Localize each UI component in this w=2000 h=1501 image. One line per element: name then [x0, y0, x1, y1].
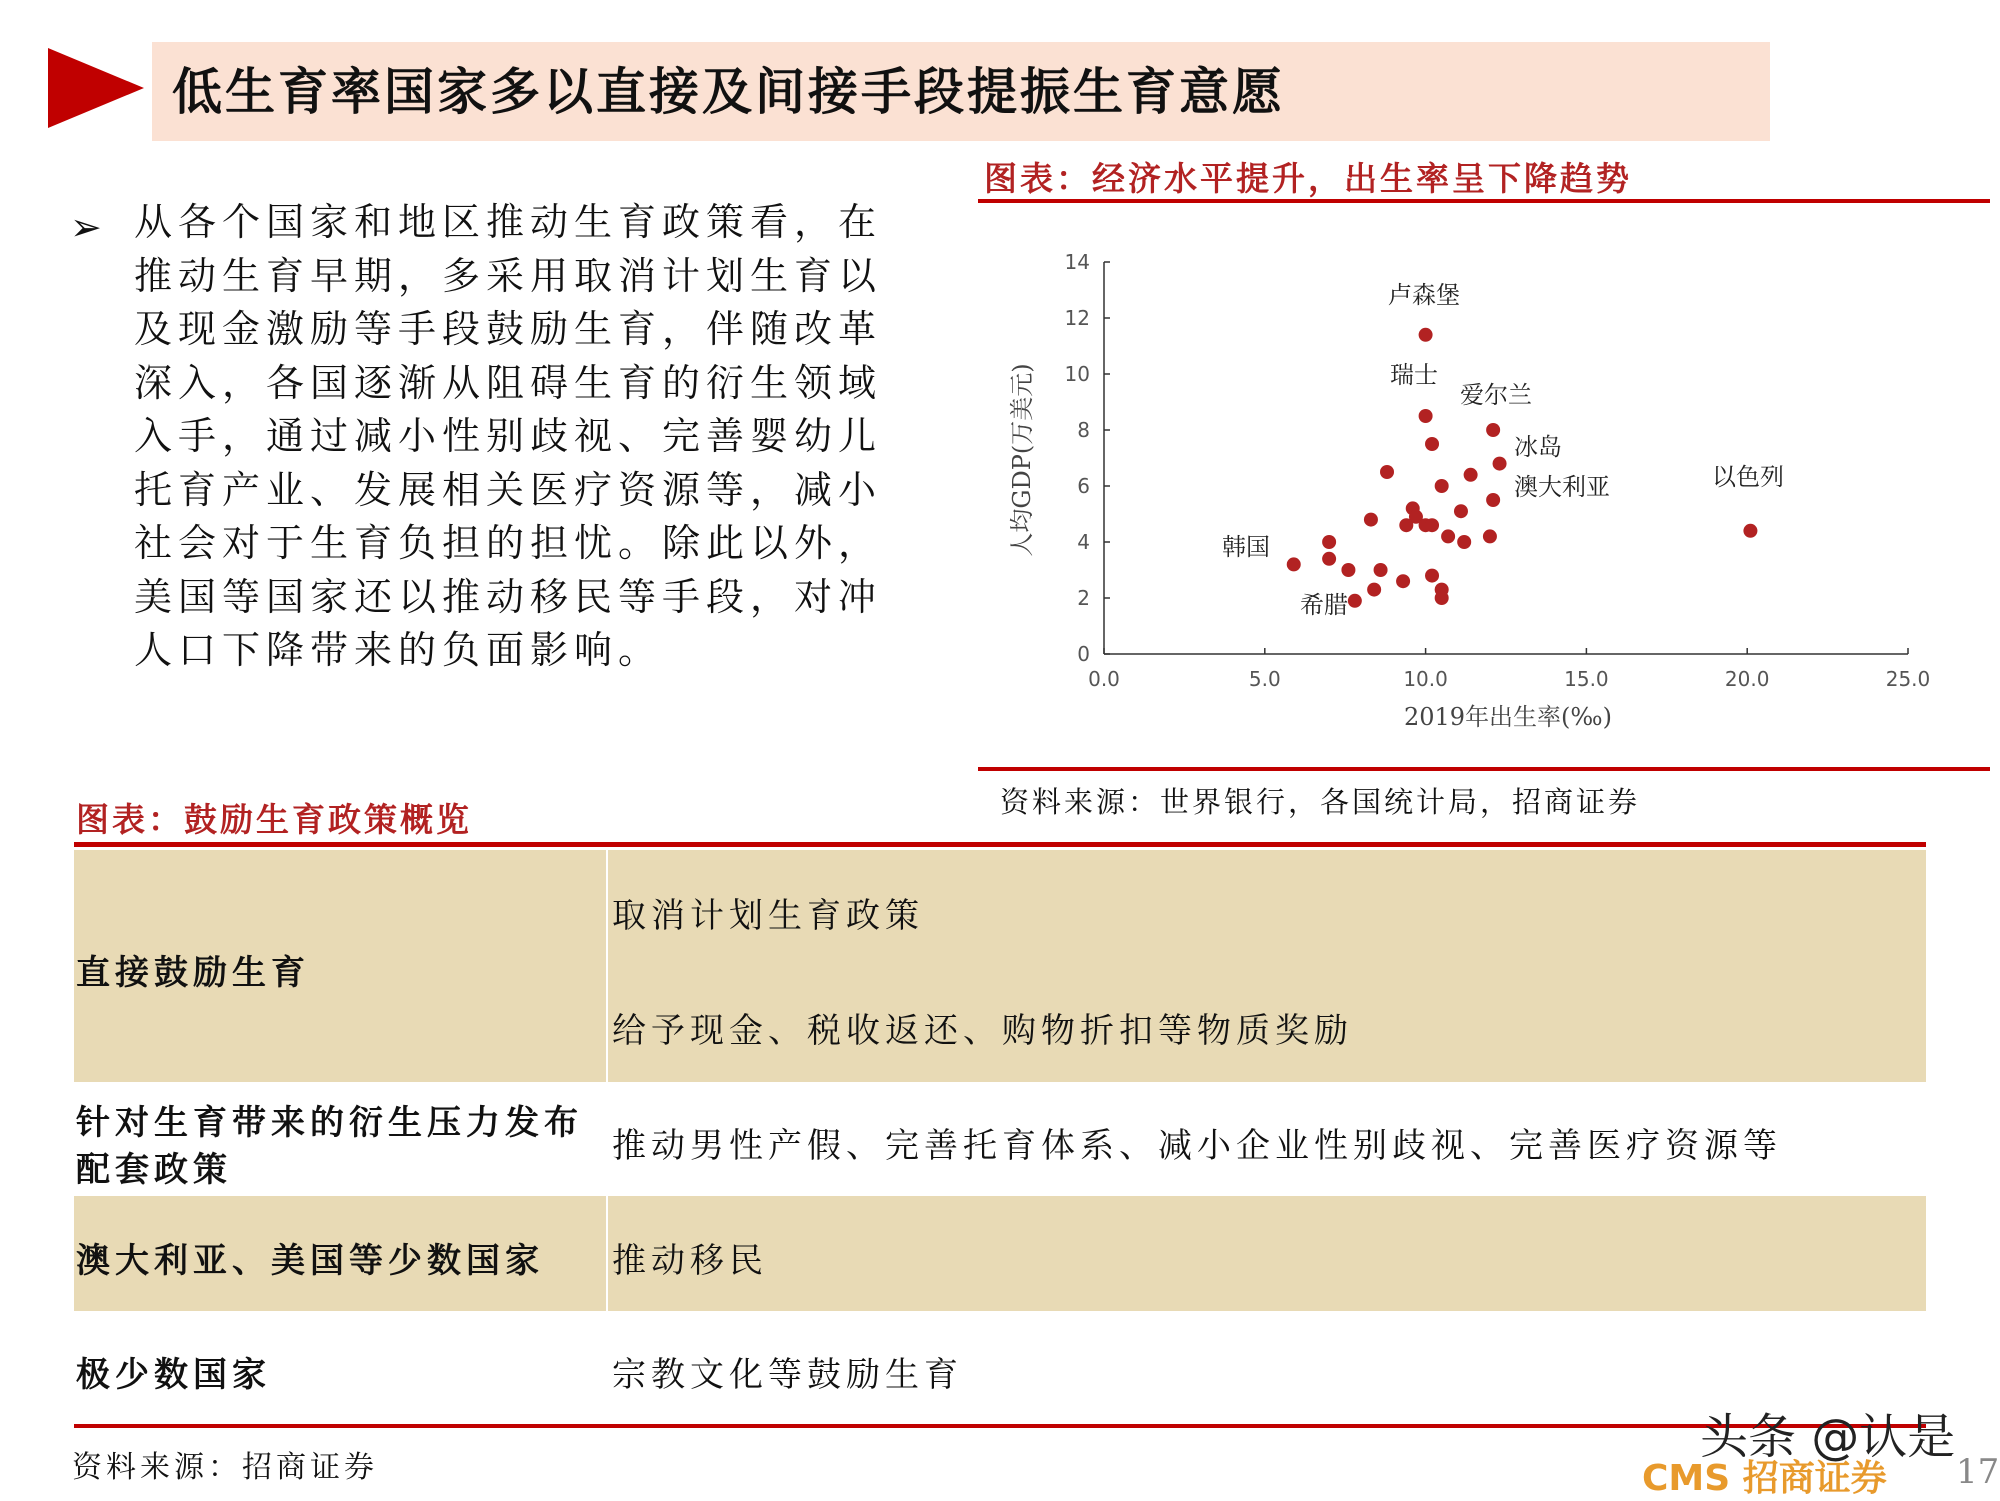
y-tick-label: 14	[1064, 250, 1090, 274]
scatter-point	[1348, 594, 1362, 608]
annotation-switzerland: 瑞士	[1390, 361, 1438, 389]
y-tick-label: 4	[1077, 530, 1090, 554]
scatter-point	[1425, 437, 1439, 451]
scatter-point	[1419, 328, 1433, 342]
scatter-point	[1419, 409, 1433, 423]
scatter-point	[1287, 557, 1301, 571]
annotation-greece: 希腊	[1300, 591, 1348, 619]
scatter-point	[1435, 591, 1449, 605]
x-tick-label: 10.0	[1403, 667, 1448, 691]
table-column-divider	[606, 1196, 608, 1311]
page-number: 17	[1956, 1452, 2000, 1492]
table-row-4-category: 极少数国家	[76, 1355, 271, 1395]
scatter-point	[1486, 493, 1500, 507]
scatter-point	[1399, 518, 1413, 532]
table-column-divider	[606, 850, 608, 1082]
x-tick-label: 15.0	[1564, 667, 1609, 691]
table-row-2-category-line-2: 配套政策	[76, 1150, 232, 1190]
table-row-1-category: 直接鼓励生育	[76, 953, 310, 993]
annotation-korea: 韩国	[1222, 533, 1270, 561]
y-tick-label: 6	[1077, 474, 1090, 498]
scatter-point	[1486, 423, 1500, 437]
bullet-arrow-icon: ➢	[70, 205, 102, 249]
table-row-2-category-line-1: 针对生育带来的衍生压力发布	[76, 1103, 583, 1143]
chart-top-rule	[978, 199, 1990, 203]
y-tick-label: 0	[1077, 642, 1090, 666]
table-row-3-policy: 推动移民	[612, 1241, 768, 1281]
x-tick-label: 25.0	[1885, 667, 1931, 691]
table-caption: 图表：鼓励生育政策概览	[76, 800, 472, 839]
chart-points	[1287, 328, 1758, 608]
scatter-point	[1483, 529, 1497, 543]
table-row-2-policy: 推动男性产假、完善托育体系、减小企业性别歧视、完善医疗资源等	[612, 1126, 1782, 1166]
table-row-4-policy: 宗教文化等鼓励生育	[612, 1355, 963, 1395]
scatter-point	[1364, 513, 1378, 527]
scatter-point	[1322, 552, 1336, 566]
chart-bottom-rule	[978, 767, 1990, 771]
annotation-luxembourg: 卢森堡	[1388, 281, 1460, 309]
cms-logo: CMS 招商证券	[1642, 1458, 1887, 1499]
table-row-1-policy-2: 给予现金、税收返还、购物折扣等物质奖励	[612, 1011, 1353, 1051]
annotation-iceland: 冰岛	[1514, 433, 1562, 461]
y-tick-label: 12	[1064, 306, 1090, 330]
chart-source: 资料来源：世界银行，各国统计局，招商证券	[1000, 785, 1641, 819]
scatter-point	[1367, 583, 1381, 597]
scatter-chart	[978, 210, 1978, 750]
y-tick-label: 8	[1077, 418, 1090, 442]
table-row-3-category: 澳大利亚、美国等少数国家	[76, 1241, 544, 1281]
scatter-point	[1441, 529, 1455, 543]
annotation-australia: 澳大利亚	[1514, 473, 1610, 501]
scatter-point	[1341, 563, 1355, 577]
x-tick-label: 20.0	[1724, 667, 1770, 691]
table-bottom-rule	[74, 1424, 1926, 1428]
x-axis-label: 2019年出生率(‰)	[1403, 703, 1613, 731]
table-source: 资料来源：招商证券	[72, 1450, 378, 1485]
chart-axes	[1104, 262, 1908, 654]
chart-annotations	[1222, 281, 1784, 619]
chart-ticks	[1065, 250, 1931, 691]
title-triangle-icon	[48, 48, 144, 128]
annotation-israel: 以色列	[1712, 463, 1784, 491]
scatter-point	[1425, 569, 1439, 583]
chart-caption: 图表：经济水平提升，出生率呈下降趋势	[984, 159, 1632, 198]
y-axis-label: 人均GDP(万美元)	[1008, 363, 1036, 557]
scatter-point	[1435, 479, 1449, 493]
scatter-point	[1493, 457, 1507, 471]
scatter-point	[1464, 468, 1478, 482]
scatter-point	[1743, 524, 1757, 538]
x-tick-label: 0.0	[1088, 667, 1120, 691]
scatter-point	[1457, 535, 1471, 549]
page-title: 低生育率国家多以直接及间接手段提振生育意愿	[172, 62, 1285, 121]
y-tick-label: 2	[1077, 586, 1090, 610]
scatter-point	[1425, 518, 1439, 532]
x-tick-label: 5.0	[1248, 667, 1281, 691]
scatter-point	[1380, 465, 1394, 479]
table-top-rule	[74, 842, 1926, 847]
scatter-point	[1396, 574, 1410, 588]
annotation-ireland: 爱尔兰	[1460, 381, 1532, 409]
watermark: 头条 @认是	[1700, 1409, 1956, 1465]
scatter-point	[1374, 563, 1388, 577]
scatter-point	[1454, 504, 1468, 518]
y-tick-label: 10	[1064, 362, 1090, 386]
scatter-point	[1322, 535, 1336, 549]
table-row-1-policy-1: 取消计划生育政策	[612, 896, 924, 936]
bullet-paragraph: 从各个国家和地区推动生育政策看，在推动生育早期，多采用取消计划生育以及现金激励等手段鼓励生育，伴随改革深入，各国逐渐从阻碍生育的衍生领域入手，通过减小性别歧视、完善婴幼儿托育产业、发展相关医疗资源等，减小社会对于生育负担的担忧。除此以外，美国等国家还以推动移民等手段，对冲人口下降带来的负面影响。	[134, 200, 883, 672]
